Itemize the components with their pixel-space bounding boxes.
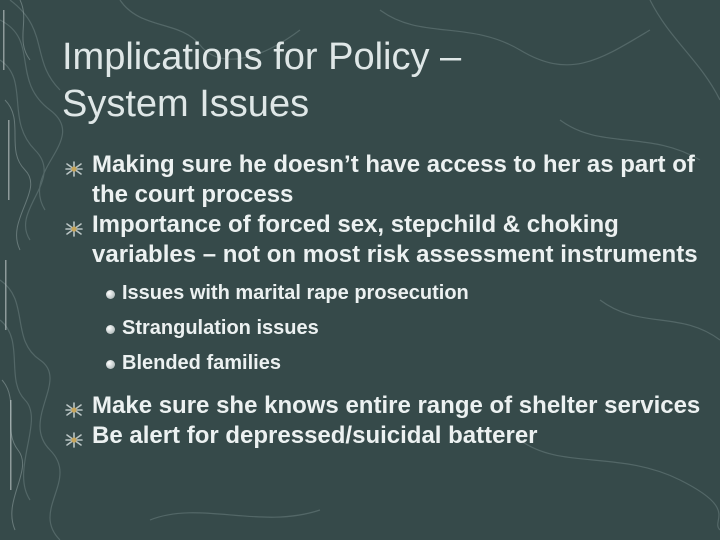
bullet-item xyxy=(60,391,710,421)
sub-bullet-text: Issues with marital rape prosecution xyxy=(122,282,469,304)
round-dot-icon xyxy=(106,325,115,334)
sub-bullet-text: Blended families xyxy=(122,352,281,374)
title-line-2: System Issues xyxy=(62,83,310,125)
sparkle-bullet-icon xyxy=(64,161,84,177)
sub-bullet-text: Strangulation issues xyxy=(122,317,319,339)
sub-bullet-item xyxy=(60,276,710,311)
sparkle-bullet-icon xyxy=(64,221,84,237)
round-dot-icon xyxy=(106,290,115,299)
sub-bullet-item xyxy=(60,346,710,381)
bullet-text: Make sure she knows entire range of shelter services xyxy=(92,392,701,419)
sub-bullet-item xyxy=(60,311,710,346)
sparkle-bullet-icon xyxy=(64,432,84,448)
title-line-1: Implications for Policy – xyxy=(62,36,462,78)
round-dot-icon xyxy=(106,360,115,369)
bullet-text: Making sure he doesn’t have access to her as part of the court process xyxy=(92,151,695,208)
bullet-item xyxy=(60,210,710,270)
bullet-list xyxy=(60,150,710,451)
sparkle-bullet-icon xyxy=(64,402,84,418)
bullet-item xyxy=(60,421,710,451)
bullet-text: Importance of forced sex, stepchild & choking variables – not on most risk assessment instruments xyxy=(92,211,698,268)
bullet-item xyxy=(60,150,710,210)
slide-title xyxy=(62,34,682,128)
bullet-text: Be alert for depressed/suicidal batterer xyxy=(92,422,538,449)
